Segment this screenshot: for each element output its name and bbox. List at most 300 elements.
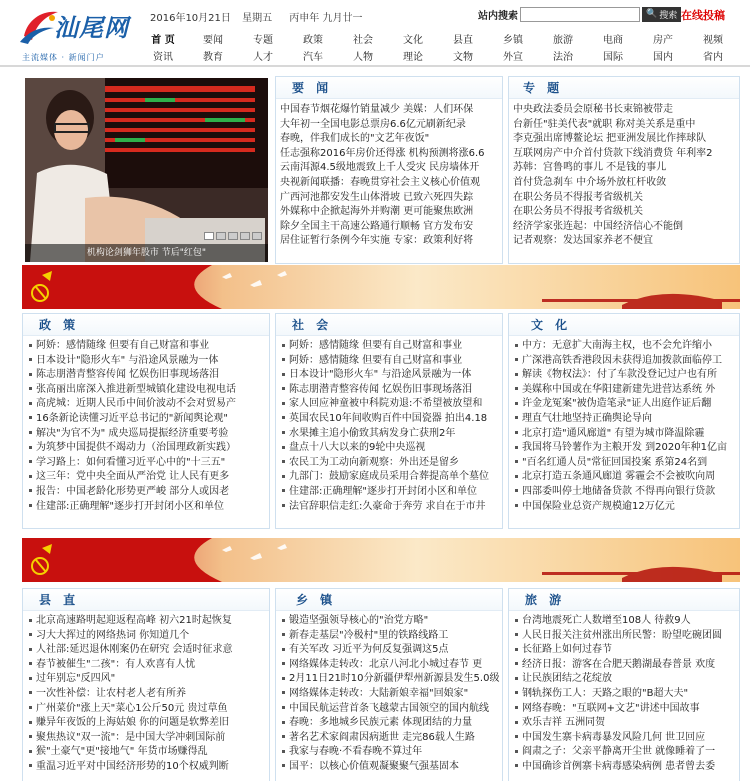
news-list-item[interactable] xyxy=(29,629,269,644)
news-list-item[interactable] xyxy=(29,687,269,702)
nav-item[interactable]: 视频 xyxy=(703,35,723,46)
bullet-icon xyxy=(29,691,32,694)
news-list-item[interactable] xyxy=(29,731,269,746)
nav-item[interactable]: 县直 xyxy=(453,35,473,46)
nav-item[interactable]: 国际 xyxy=(603,52,623,63)
news-headline: 许金龙冤案"被伪造笔录"证人出庭作证后翻 xyxy=(522,398,712,410)
news-headline: 重温习近平对中国经济形势的10个权威判断 xyxy=(36,760,229,772)
bullet-icon xyxy=(515,648,518,651)
nav-item[interactable]: 文化 xyxy=(403,35,423,46)
bullet-icon xyxy=(29,344,32,347)
bullet-icon xyxy=(29,677,32,680)
news-headline: 日本设计"隐形火车" 与沿途风景融为一体 xyxy=(36,354,219,366)
list-lvyou xyxy=(509,611,739,775)
news-list-item[interactable] xyxy=(282,614,502,629)
news-list-item[interactable] xyxy=(280,103,502,118)
nav-row-primary xyxy=(138,30,738,47)
news-headline: 住建部:正确理解"逐步打开封闭小区和单位 xyxy=(289,485,477,497)
bullet-icon xyxy=(282,431,285,434)
box-xianzhi xyxy=(22,588,270,781)
news-list-item[interactable] xyxy=(513,161,739,176)
news-headline: 经济日报：游客在合肥天鹅湖最春普景 欢度 xyxy=(522,658,716,670)
nav-item[interactable]: 政策 xyxy=(303,35,323,46)
box-title-wenhua[interactable]: 文 化 xyxy=(509,314,739,336)
news-headline: 任志强称2016年房价还得涨 机构预测将涨6.6 xyxy=(280,147,485,159)
bullet-icon xyxy=(515,344,518,347)
photo-pager-dot[interactable] xyxy=(204,232,214,240)
bullet-icon xyxy=(515,373,518,376)
logo-text: 汕尾网 xyxy=(54,13,129,42)
box-wenhua xyxy=(508,313,740,529)
current-date: 2016年10月21日 xyxy=(150,13,231,24)
news-list-item[interactable] xyxy=(282,456,502,471)
news-list-item[interactable] xyxy=(515,731,739,746)
bullet-icon xyxy=(282,764,285,767)
news-headline: 北京打造五条通风廊道 雾霾会不会被吹向周 xyxy=(522,471,716,483)
news-headline: 习大大挥过的网络热词 你知道几个 xyxy=(36,629,190,641)
news-headline: 居住证暂行条例今年实施 专家：政策利好将 xyxy=(280,235,474,247)
bullet-icon xyxy=(282,416,285,419)
news-list-item[interactable] xyxy=(282,412,502,427)
nav-item[interactable]: 资讯 xyxy=(153,52,173,63)
news-headline: 解决"为官不为" 成央巡局提振经济重要考验 xyxy=(36,427,229,439)
news-list-item[interactable] xyxy=(515,702,739,717)
search-button[interactable] xyxy=(642,7,681,22)
bullet-icon xyxy=(282,460,285,463)
bullet-icon xyxy=(29,489,32,492)
news-headline: 日本设计"隐形火车" 与沿途风景融为一体 xyxy=(289,369,472,381)
news-list-item[interactable] xyxy=(29,702,269,717)
bullet-icon xyxy=(29,387,32,390)
news-headline: 法官辞职信走红:久豪命于奔劳 求自在于市井 xyxy=(289,500,486,512)
bullet-icon xyxy=(282,475,285,478)
bullet-icon xyxy=(515,677,518,680)
bullet-icon xyxy=(282,446,285,449)
news-list-item[interactable] xyxy=(29,485,269,500)
news-list-item[interactable] xyxy=(513,191,739,206)
news-list-item[interactable] xyxy=(282,702,502,717)
news-list-item[interactable] xyxy=(280,147,502,162)
news-list-item[interactable] xyxy=(29,427,269,442)
news-headline: 水果摊主追小偷致其病发身亡获刑2年 xyxy=(289,427,456,439)
photo-caption[interactable]: 机构论剑狮年股市 节后"红包" xyxy=(25,244,268,262)
bullet-icon xyxy=(282,504,285,507)
nav-item[interactable]: 人才 xyxy=(253,52,273,63)
bullet-icon xyxy=(282,750,285,753)
news-headline: 农民工为工动向新观察：外出还是留乡 xyxy=(289,456,459,468)
bullet-icon xyxy=(29,648,32,651)
news-list-item[interactable] xyxy=(29,500,269,515)
photo-pager-dot[interactable] xyxy=(216,232,226,240)
list-yaowen xyxy=(276,99,502,249)
bullet-icon xyxy=(29,764,32,767)
news-list-item[interactable] xyxy=(515,672,739,687)
submit-article-link[interactable]: 在线投稿 xyxy=(681,9,725,22)
news-list-item[interactable] xyxy=(515,760,739,775)
current-weekday: 星期五 xyxy=(242,13,273,24)
news-list-item[interactable] xyxy=(282,672,502,687)
news-list-item[interactable] xyxy=(515,470,739,485)
news-list-item[interactable] xyxy=(515,614,739,629)
bullet-icon xyxy=(515,431,518,434)
news-headline: 有关军改 习近平为何反复强调这5点 xyxy=(289,644,449,656)
news-list-item[interactable] xyxy=(29,760,269,775)
news-list-item[interactable] xyxy=(515,485,739,500)
news-headline: 广深港高铁香港段因未获得追加拨款面临停工 xyxy=(522,354,722,366)
news-list-item[interactable] xyxy=(29,643,269,658)
news-list-item[interactable] xyxy=(29,339,269,354)
news-list-item[interactable] xyxy=(29,745,269,760)
bullet-icon xyxy=(515,504,518,507)
nav-item[interactable]: 专题 xyxy=(253,35,273,46)
bullet-icon xyxy=(29,633,32,636)
news-headline: 家人回应神童被中科院劝退:不希望被放望和 xyxy=(289,398,483,410)
news-list-item[interactable] xyxy=(29,412,269,427)
news-headline: 经济学家张连起：中国经济信心不能倒 xyxy=(513,220,683,232)
bullet-icon xyxy=(29,504,32,507)
news-headline: 国平：以核心价值观凝聚聚气强基固本 xyxy=(289,760,459,772)
nav-item[interactable]: 旅游 xyxy=(553,35,573,46)
news-list-item[interactable] xyxy=(280,205,502,220)
news-headline: 我国将马铃薯作为主粮开发 到2020年种1亿亩 xyxy=(522,442,727,454)
news-list-item[interactable] xyxy=(29,383,269,398)
news-list-item[interactable] xyxy=(515,427,739,442)
banner-party-2[interactable] xyxy=(22,538,740,582)
bullet-icon xyxy=(515,460,518,463)
news-headline: 云南洱源4.5级地震致上千人受灾 民房墙体开 xyxy=(280,162,480,174)
bullet-icon xyxy=(515,764,518,767)
bullet-icon xyxy=(282,735,285,738)
list-zhengce xyxy=(23,336,269,514)
bullet-icon xyxy=(29,402,32,405)
bullet-icon xyxy=(282,662,285,665)
news-list-item[interactable] xyxy=(515,745,739,760)
news-headline: 聚焦热议"双一流"：是中国大学冲刺国际前 xyxy=(36,731,226,743)
nav-row-secondary xyxy=(138,47,738,64)
news-headline: 春晚，伴我们成长的"文艺年夜饭" xyxy=(280,133,430,145)
bullet-icon xyxy=(29,750,32,753)
nav-item[interactable]: 教育 xyxy=(203,52,223,63)
news-list-item[interactable] xyxy=(282,687,502,702)
list-shehui xyxy=(276,336,502,514)
box-title-xiangzhen[interactable]: 乡 镇 xyxy=(276,589,502,611)
list-xiangzhen xyxy=(276,611,502,775)
box-title-yaowen[interactable]: 要 闻 xyxy=(276,77,502,99)
bullet-icon xyxy=(29,373,32,376)
news-list-item[interactable] xyxy=(280,191,502,206)
banner-party-1[interactable] xyxy=(22,265,740,309)
bullet-icon xyxy=(282,489,285,492)
news-list-item[interactable] xyxy=(515,383,739,398)
news-list-item[interactable] xyxy=(282,470,502,485)
news-headline: 报告：中国老龄化形势更严峻 部分人或因老 xyxy=(36,485,230,497)
news-headline: 网络春晚："互联网+文艺"讲述中国故事 xyxy=(522,702,700,714)
nav-item[interactable]: 理论 xyxy=(403,52,423,63)
bullet-icon xyxy=(29,706,32,709)
news-list-item[interactable] xyxy=(282,354,502,369)
box-title-zhuanti[interactable]: 专 题 xyxy=(509,77,739,99)
news-list-item[interactable] xyxy=(282,427,502,442)
news-list-item[interactable] xyxy=(29,397,269,412)
news-list-item[interactable] xyxy=(515,354,739,369)
news-list-item[interactable] xyxy=(282,441,502,456)
news-list-item[interactable] xyxy=(282,485,502,500)
news-list-item[interactable] xyxy=(280,176,502,191)
news-headline: 一次性补偿：让农村老人老有所养 xyxy=(36,687,186,699)
news-list-item[interactable] xyxy=(282,643,502,658)
headline-photo[interactable] xyxy=(25,78,268,262)
news-headline: 大年初一全国电影总票房6.6亿元刷新纪录 xyxy=(280,118,466,130)
box-zhuanti xyxy=(508,76,740,264)
news-headline: 央视新闻联播：春晚贯穿社会主义核心价值观 xyxy=(280,176,480,188)
news-list-item[interactable] xyxy=(29,441,269,456)
news-list-item[interactable] xyxy=(29,658,269,673)
news-headline: 九部门：鼓励家庭成员采用合葬提高单个墓位 xyxy=(289,471,489,483)
news-headline: 陈志朋潜青整容传闻 忆娱伤旧事现场落泪 xyxy=(289,383,473,395)
site-logo[interactable] xyxy=(18,6,138,64)
bullet-icon xyxy=(282,648,285,651)
box-lvyou xyxy=(508,588,740,781)
site-search xyxy=(478,6,681,22)
bullet-icon xyxy=(29,460,32,463)
bullet-icon xyxy=(282,358,285,361)
box-title-xianzhi[interactable]: 县 直 xyxy=(23,589,269,611)
news-headline: 中央政法委员会原秘书长束锦被带走 xyxy=(513,104,673,115)
news-list-item[interactable] xyxy=(29,716,269,731)
news-headline: 四部委叫停土地储备贷款 不得再向银行贷款 xyxy=(522,485,716,497)
bullet-icon xyxy=(282,619,285,622)
news-list-item[interactable] xyxy=(513,147,739,162)
news-list-item[interactable] xyxy=(29,614,269,629)
news-headline: 过年别忘"反四风" xyxy=(36,673,116,685)
news-headline: 外媒称中企掀起海外并购潮 更可能聚焦欧洲 xyxy=(280,206,474,218)
news-headline: 首付贷急刹车 中介场外放杠杆收敛 xyxy=(513,176,667,188)
news-headline: 李克强出席博鳌论坛 把亚洲发展比作摔球队 xyxy=(513,133,707,145)
nav-item[interactable]: 省内 xyxy=(703,52,723,63)
bullet-icon xyxy=(282,402,285,405)
news-list-item[interactable] xyxy=(280,132,502,147)
news-headline: 记者观察：发达国家养老不便宜 xyxy=(513,235,653,247)
news-headline: 台湾地震死亡人数增至108人 待救9人 xyxy=(522,615,691,626)
main-nav xyxy=(138,30,738,64)
bullet-icon xyxy=(515,475,518,478)
news-headline: 中国保险业总资产规模逾12万亿元 xyxy=(522,500,675,512)
news-list-item[interactable] xyxy=(29,368,269,383)
news-headline: 长征路上如何过春节 xyxy=(522,644,612,656)
news-headline: 北京打造"通风廊道" 有望为城市降温除霾 xyxy=(522,427,705,439)
box-title-zhengce[interactable]: 政 策 xyxy=(23,314,269,336)
news-headline: 解读《物权法》：付了车款没登记过户也有所 xyxy=(522,369,717,381)
news-list-item[interactable] xyxy=(515,397,739,412)
news-list-item[interactable] xyxy=(513,205,739,220)
bullet-icon xyxy=(29,358,32,361)
bullet-icon xyxy=(29,431,32,434)
news-headline: 春晚：多地城乡民族元素 体现团结的力量 xyxy=(289,717,473,729)
news-list-item[interactable] xyxy=(280,161,502,176)
news-headline: 网络媒体走转改：大陆新娘幸福"回娘家" xyxy=(289,687,469,699)
news-list-item[interactable] xyxy=(282,368,502,383)
news-headline: 中国确诊首例寨卡病毒感染病例 患者曾去委 xyxy=(522,760,716,772)
date-bar xyxy=(150,9,370,24)
nav-item[interactable]: 文物 xyxy=(453,52,473,63)
bullet-icon xyxy=(282,706,285,709)
news-headline: 欢乐吉祥 五洲同贺 xyxy=(522,717,606,729)
news-headline: 中方：无意扩大南海主权，也不会允许缩小 xyxy=(522,340,712,351)
news-list-item[interactable] xyxy=(515,441,739,456)
photo-pager-dot[interactable] xyxy=(252,232,262,240)
bullet-icon xyxy=(515,416,518,419)
news-list-item[interactable] xyxy=(515,687,739,702)
logo-slogan: 主流媒体 · 新闻门户 xyxy=(22,53,105,62)
news-list-item[interactable] xyxy=(282,731,502,746)
bullet-icon xyxy=(282,387,285,390)
box-title-shehui[interactable]: 社 会 xyxy=(276,314,502,336)
news-headline: 学习路上：如何看懂习近平心中的"十三五" xyxy=(36,456,226,468)
party-flag-banner-icon xyxy=(22,265,740,309)
news-list-item[interactable] xyxy=(282,716,502,731)
news-list-item[interactable] xyxy=(515,456,739,471)
photo-pager-dot[interactable] xyxy=(240,232,250,240)
news-headline: 阿娇：感情随缘 但要有自己财富和事业 xyxy=(36,340,210,351)
news-list-item[interactable] xyxy=(29,456,269,471)
bullet-icon xyxy=(515,619,518,622)
news-list-item[interactable] xyxy=(282,760,502,775)
news-list-item[interactable] xyxy=(515,368,739,383)
box-xiangzhen xyxy=(275,588,503,781)
news-headline: 2月11日21时10分新疆伊犁州新源县发生5.0级 xyxy=(289,673,500,685)
news-headline: 中国春节烟花爆竹销量减少 美媒：人们环保 xyxy=(280,104,474,115)
news-headline: 广州菜价"涨上天"菜心1公斤50元 贵过草鱼 xyxy=(36,702,228,714)
bullet-icon xyxy=(515,662,518,665)
news-headline: 住建部:正确理解"逐步打开封闭小区和单位 xyxy=(36,500,224,512)
nav-item[interactable]: 汽车 xyxy=(303,52,323,63)
bullet-icon xyxy=(29,619,32,622)
list-zhuanti xyxy=(509,99,739,249)
box-shehui xyxy=(275,313,503,529)
box-title-lvyou[interactable]: 旅 游 xyxy=(509,589,739,611)
nav-item[interactable]: 人物 xyxy=(353,52,373,63)
news-list-item[interactable] xyxy=(513,234,739,249)
bullet-icon xyxy=(29,475,32,478)
news-headline: 阎肃之子：父亲平静离开尘世 就像睡着了一 xyxy=(522,746,716,758)
list-xianzhi xyxy=(23,611,269,775)
news-list-item[interactable] xyxy=(513,220,739,235)
nav-item[interactable]: 国内 xyxy=(653,52,673,63)
news-headline: 赚异年夜饭的上海姑娘 你的问题是软弊差旧 xyxy=(36,717,230,729)
news-headline: 高虎城：近期人民币中间价波动不会对贸易产 xyxy=(36,398,236,410)
news-headline: 中国民航运营首条飞越蒙古国领空的国内航线 xyxy=(289,702,489,714)
news-list-item[interactable] xyxy=(282,745,502,760)
nav-item[interactable]: 外宣 xyxy=(503,52,523,63)
lunar-date: 丙申年 九月廿一 xyxy=(289,13,363,24)
bullet-icon xyxy=(282,633,285,636)
news-list-item[interactable] xyxy=(282,383,502,398)
photo-pager xyxy=(204,232,262,240)
nav-item[interactable]: 乡镇 xyxy=(503,35,523,46)
news-headline: 在职公务员不得报考省级机关 xyxy=(513,206,643,218)
bullet-icon xyxy=(515,735,518,738)
news-list-item[interactable] xyxy=(282,658,502,673)
nav-item[interactable]: 要闻 xyxy=(203,35,223,46)
news-headline: 盘点十八大以来的9轮中央巡视 xyxy=(289,442,426,454)
news-list-item[interactable] xyxy=(515,716,739,731)
news-list-item[interactable] xyxy=(515,500,739,515)
news-list-item[interactable] xyxy=(515,412,739,427)
news-list-item[interactable] xyxy=(282,397,502,412)
news-list-item[interactable] xyxy=(282,629,502,644)
nav-item[interactable]: 社会 xyxy=(353,35,373,46)
news-list-item[interactable] xyxy=(282,339,502,354)
news-headline: 北京高速路明起迎返程高峰 初六21时起恢复 xyxy=(36,615,232,626)
news-headline: 在职公务员不得报考省级机关 xyxy=(513,191,643,203)
bullet-icon xyxy=(29,735,32,738)
nav-item[interactable]: 首 页 xyxy=(151,35,175,46)
news-list-item[interactable] xyxy=(29,672,269,687)
nav-item[interactable]: 电商 xyxy=(603,35,623,46)
header-divider xyxy=(0,65,750,67)
site-header xyxy=(0,0,750,68)
news-headline: 中国发生寨卡病毒暴发风险几何 世卫回应 xyxy=(522,731,706,743)
news-headline: 16条新论读懂习近平总书记的"新闻舆论观" xyxy=(36,412,228,424)
news-list-item[interactable] xyxy=(513,103,739,118)
news-headline: 钢轨探伤工人：天路之眼的"B超大夫" xyxy=(522,687,689,699)
news-list-item[interactable] xyxy=(513,118,739,133)
bullet-icon xyxy=(515,446,518,449)
news-headline: 广西河池都安发生山体滑坡 已致六死四失踪 xyxy=(280,191,474,203)
news-list-item[interactable] xyxy=(29,470,269,485)
news-list-item[interactable] xyxy=(515,339,739,354)
news-list-item[interactable] xyxy=(515,658,739,673)
news-headline: 阿娇：感情随缘 但要有自己财富和事业 xyxy=(289,354,463,366)
news-list-item[interactable] xyxy=(282,500,502,515)
news-headline: 理直气壮地坚持正确舆论导向 xyxy=(522,412,652,424)
nav-item[interactable]: 房产 xyxy=(653,35,673,46)
bullet-icon xyxy=(515,721,518,724)
news-list-item[interactable] xyxy=(29,354,269,369)
search-button-label: 搜索 xyxy=(659,10,678,21)
news-list-item[interactable] xyxy=(515,643,739,658)
news-headline: 这三年：党中央全面从严治党 让人民有更多 xyxy=(36,471,230,483)
news-headline: 为筑梦中国提供不竭动力（治国理政新实践） xyxy=(36,442,236,454)
bullet-icon xyxy=(515,691,518,694)
bullet-icon xyxy=(29,721,32,724)
news-list-item[interactable] xyxy=(280,234,502,249)
photo-pager-dot[interactable] xyxy=(228,232,238,240)
news-headline: 春节被催生"二孩"：有人欢喜有人忧 xyxy=(36,658,196,670)
news-list-item[interactable] xyxy=(280,118,502,133)
news-list-item[interactable] xyxy=(513,176,739,191)
search-input[interactable] xyxy=(520,7,640,22)
bullet-icon xyxy=(282,691,285,694)
news-list-item[interactable] xyxy=(513,132,739,147)
bullet-icon xyxy=(515,489,518,492)
news-headline: 我家与春晚·不看春晚不算过年 xyxy=(289,746,423,758)
news-headline: 新春走基层"冷极村"里的铁路线路工 xyxy=(289,629,449,641)
news-list-item[interactable] xyxy=(280,220,502,235)
nav-item[interactable]: 法治 xyxy=(553,52,573,63)
bullet-icon xyxy=(29,416,32,419)
bullet-icon xyxy=(29,662,32,665)
news-list-item[interactable] xyxy=(515,629,739,644)
news-headline: 英国农民10年间收购百件中国瓷器 拍出4.18 xyxy=(289,412,488,424)
news-headline: 陈志朋潜青整容传闻 忆娱伤旧事现场落泪 xyxy=(36,369,220,381)
bullet-icon xyxy=(29,446,32,449)
search-icon: 🔍 xyxy=(646,9,658,19)
party-flag-banner-icon xyxy=(22,538,740,582)
bullet-icon xyxy=(515,706,518,709)
news-headline: 锻造坚强领导核心的"治党方略" xyxy=(289,615,429,626)
news-headline: 人社部:延迟退休刚案仍在研究 会适时征求意 xyxy=(36,644,233,656)
